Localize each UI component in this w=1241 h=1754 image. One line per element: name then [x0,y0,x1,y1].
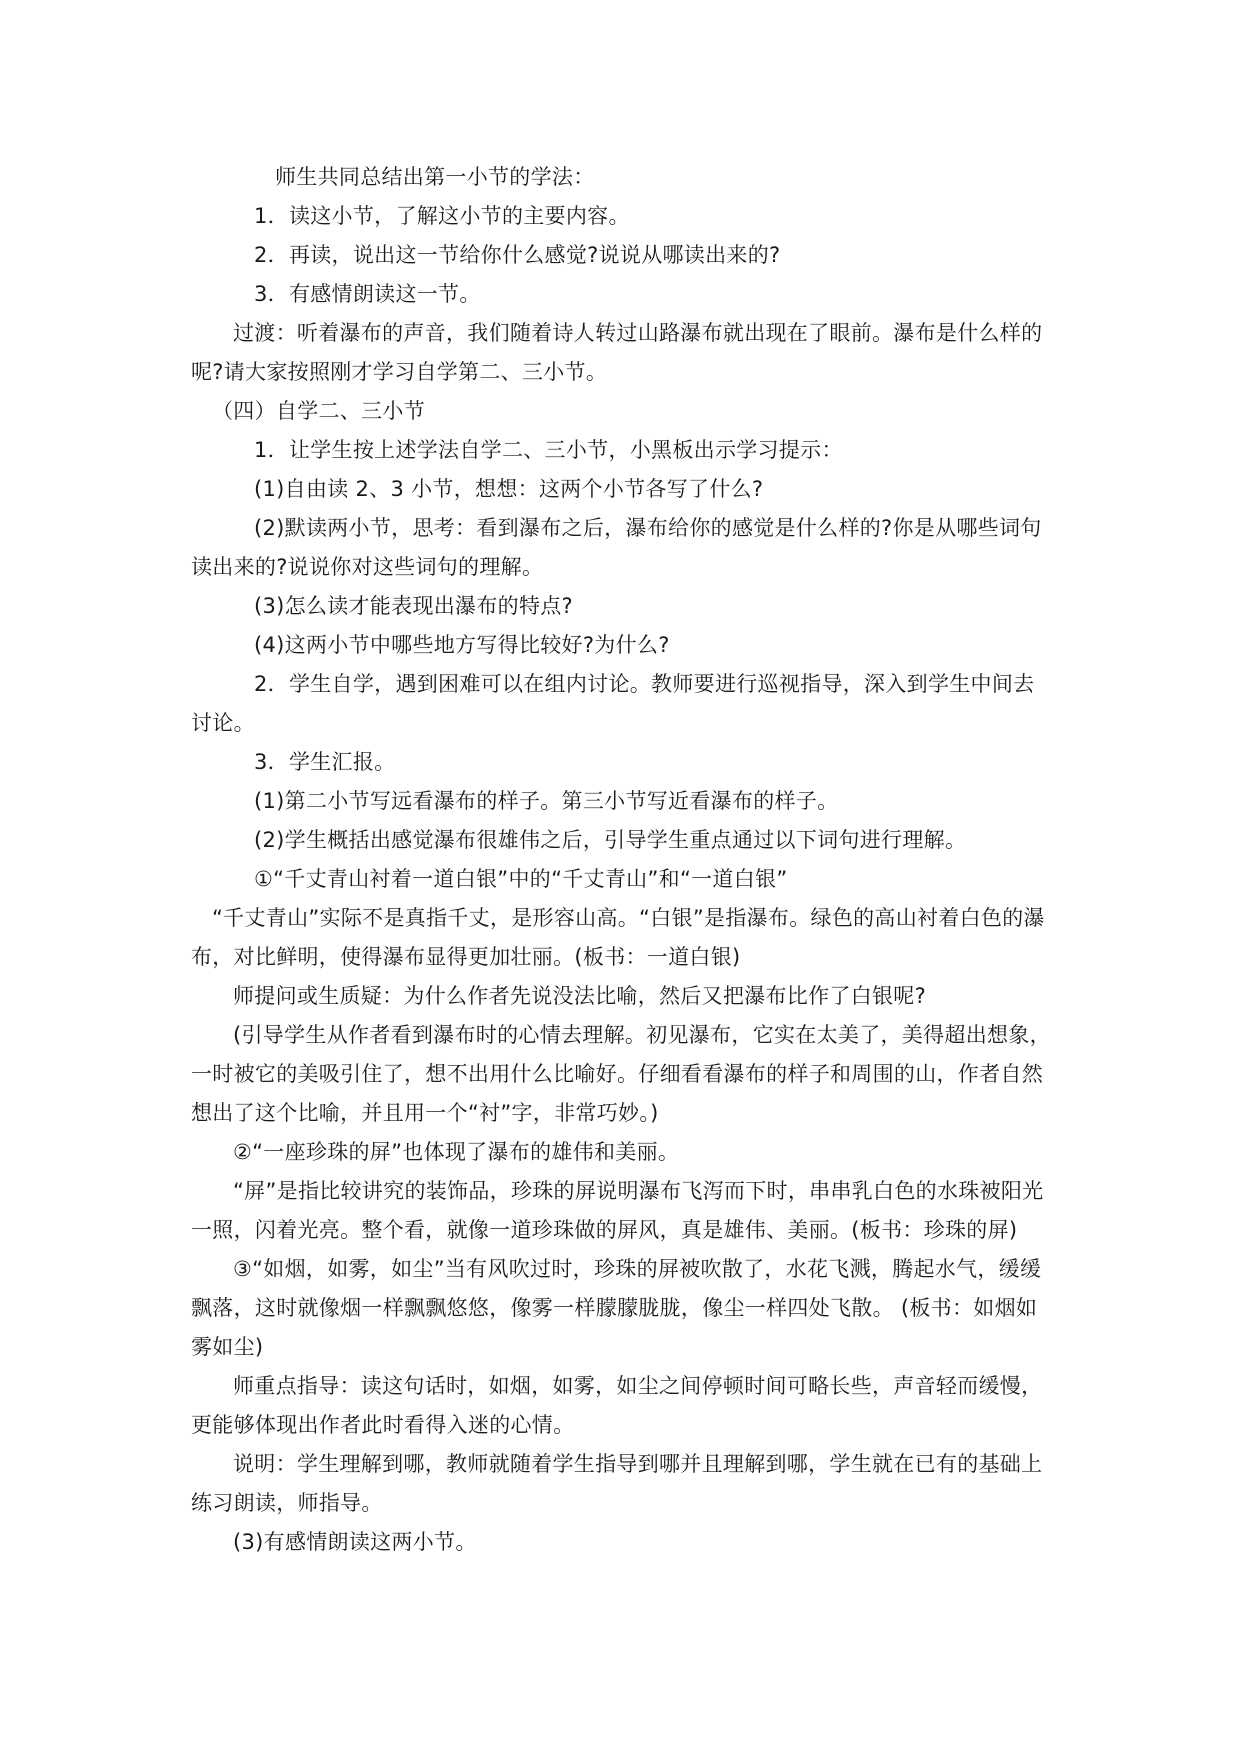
paragraph-transition: 过渡：听着瀑布的声音，我们随着诗人转过山路瀑布就出现在了眼前。瀑布是什么样的呢?请大家按照刚才学习自学第二、三小节。 [191,321,1043,384]
paragraph-self-study-2: 2．学生自学，遇到困难可以在组内讨论。教师要进行巡视指导，深入到学生中间去讨论。 [191,672,1035,735]
paragraph-point-1: ①“千丈青山衬着一道白银”中的“千丈青山”和“一道白银” [254,867,788,891]
paragraph-prompt-1: (1)自由读 2、3 小节，想想：这两个小节各写了什么? [254,477,764,501]
paragraph-point-2-explain: “屏”是指比较讲究的装饰品，珍珠的屏说明瀑布飞泻而下时，串串乳白色的水珠被阳光一照，闪着光亮。整个看，就像一道珍珠做的屏风，真是雄伟、美丽。(板书：珍珠的屏) [191,1179,1044,1242]
paragraph-summary-method: 师生共同总结出第一小节的学法： [275,165,595,189]
section-heading-4: （四）自学二、三小节 [212,399,425,423]
paragraph-report-heading: 3．学生汇报。 [254,750,396,774]
paragraph-guidance: (引导学生从作者看到瀑布时的心情去理解。初见瀑布，它实在太美了，美得超出想象，一时被它的美吸引住了，想不出用什么比喻好。仔细看看瀑布的样子和周围的山，作者自然想出了这个比喻，并且用一个“衬”字，非常巧妙。) [191,1023,1051,1125]
paragraph-point-3: ③“如烟，如雾，如尘”当有风吹过时，珍珠的屏被吹散了，水花飞溅，腾起水气，缓缓飘落，这时就像烟一样飘飘悠悠，像雾一样朦朦胧胧，像尘一样四处飞散。 (板书：如烟如雾如尘) [191,1257,1042,1359]
paragraph-point-2: ②“一座珍珠的屏”也体现了瀑布的雄伟和美丽。 [233,1140,680,1164]
paragraph-note: 说明：学生理解到哪，教师就随着学生指导到哪并且理解到哪，学生就在已有的基础上练习朗读，师指导。 [191,1452,1043,1515]
paragraph-step-2: 2．再读，说出这一节给你什么感觉?说说从哪读出来的? [254,243,781,267]
document-body [191,158,1053,1562]
paragraph-step-1: 1．读这小节，了解这小节的主要内容。 [254,204,630,228]
paragraph-point-1-explain: “千丈青山”实际不是真指千丈，是形容山高。“白银”是指瀑布。绿色的高山衬着白色的瀑布，对比鲜明，使得瀑布显得更加壮丽。(板书：一道白银) [191,906,1045,969]
paragraph-self-study-1: 1．让学生按上述学法自学二、三小节，小黑板出示学习提示： [254,438,843,462]
paragraph-prompt-4: (4)这两小节中哪些地方写得比较好?为什么? [254,633,670,657]
paragraph-teacher-guidance: 师重点指导：读这句话时，如烟，如雾，如尘之间停顿时间可略长些，声音轻而缓慢，更能够体现出作者此时看得入迷的心情。 [191,1374,1043,1437]
paragraph-prompt-2: (2)默读两小节，思考：看到瀑布之后，瀑布给你的感觉是什么样的?你是从哪些词句读出来的?说说你对这些词句的理解。 [191,516,1042,579]
paragraph-read-aloud: (3)有感情朗读这两小节。 [233,1530,477,1554]
paragraph-step-3: 3．有感情朗读这一节。 [254,282,481,306]
paragraph-report-1: (1)第二小节写远看瀑布的样子。第三小节写近看瀑布的样子。 [254,789,839,813]
paragraph-question: 师提问或生质疑：为什么作者先说没法比喻，然后又把瀑布比作了白银呢? [233,984,927,1008]
paragraph-prompt-3: (3)怎么读才能表现出瀑布的特点? [254,594,573,618]
paragraph-report-2: (2)学生概括出感觉瀑布很雄伟之后，引导学生重点通过以下词句进行理解。 [254,828,967,852]
